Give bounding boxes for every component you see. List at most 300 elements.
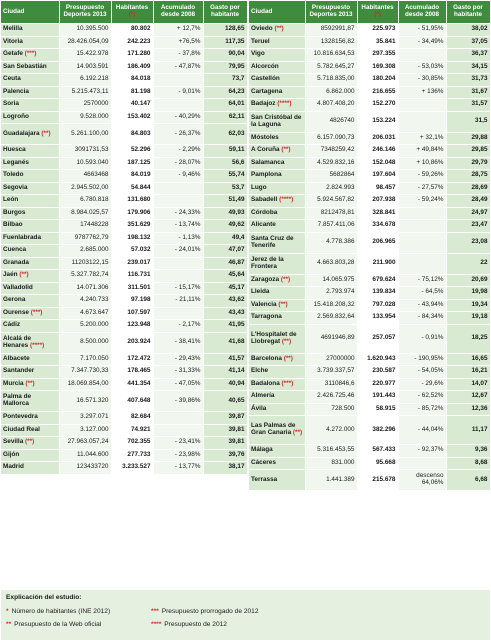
city-name: Alcorcón (251, 62, 279, 70)
city-name: San Sebastián (3, 62, 47, 70)
header-inhabitants-marker: (*) (128, 11, 136, 18)
city-footnote-marker: (****) (30, 341, 45, 349)
budget-cell: 5.316.453,55 (305, 445, 357, 458)
inhabitants-cell: 334.678 (357, 220, 398, 233)
budget-cell: 16.571.320 (59, 391, 111, 412)
legend-marker: **** (151, 621, 162, 628)
city-cell (249, 99, 305, 112)
accumulated-cell: - 13,74% (153, 220, 203, 233)
inhabitants-cell: 107.597 (111, 307, 153, 320)
accumulated-cell: - 54,05% (398, 366, 446, 379)
city-name: Ciudad Real (3, 425, 40, 433)
spend-per-capita-cell: 29,85 (446, 145, 490, 158)
city-cell (1, 307, 59, 320)
city-cell (1, 282, 59, 295)
table-row (1, 74, 247, 87)
inhabitants-cell: 35.841 (357, 36, 398, 49)
city-footnote-marker: (**) (280, 275, 291, 283)
budget-cell: 15.418.208,32 (305, 299, 357, 312)
inhabitants-cell: 123.948 (111, 320, 153, 333)
budget-cell: 6.157.090,73 (305, 132, 357, 145)
city-name: Lugo (251, 183, 267, 191)
table-row (1, 295, 247, 308)
city-name: Jerez de la Frontera (251, 255, 284, 270)
city-cell (1, 124, 59, 145)
budget-cell: 3091731,53 (59, 145, 111, 158)
city-name: Ávila (251, 404, 267, 412)
legend-item (6, 608, 110, 615)
accumulated-cell (153, 74, 203, 87)
budget-cell: 2.793.974 (305, 287, 357, 300)
table-row (1, 449, 247, 462)
accumulated-cell (398, 232, 446, 253)
table-row (249, 111, 490, 132)
budget-cell: 8.500.000 (59, 332, 111, 353)
city-cell (1, 182, 59, 195)
inhabitants-cell: 52.296 (111, 145, 153, 158)
accumulated-cell: - 15,17% (153, 282, 203, 295)
table-row (249, 36, 490, 49)
table-row (249, 445, 490, 458)
inhabitants-cell: 133.954 (357, 312, 398, 325)
accumulated-cell: - 1,13% (153, 232, 203, 245)
city-name: Melilla (3, 25, 23, 33)
table-row (1, 332, 247, 353)
city-cell (1, 24, 59, 37)
spend-per-capita-cell: 38,02 (446, 24, 490, 37)
accumulated-cell: - 29,43% (153, 353, 203, 366)
spend-per-capita-cell: 12,36 (446, 403, 490, 416)
table-row (1, 49, 247, 62)
budget-cell: 4663468 (59, 170, 111, 183)
city-cell (249, 195, 305, 208)
budget-cell: 4826740 (305, 111, 357, 132)
table-row (249, 220, 490, 233)
inhabitants-cell: 206.031 (357, 132, 398, 145)
city-name: Teruel (251, 37, 270, 45)
accumulated-cell: - 37,8% (153, 49, 203, 62)
spend-per-capita-cell: 64,23 (203, 86, 247, 99)
legend-text: Número de habitantes (INE 2012) (11, 608, 111, 615)
city-name: Valencia (251, 300, 277, 308)
city-cell (249, 157, 305, 170)
inhabitants-cell: 277.733 (111, 449, 153, 462)
city-footnote-marker: (**) (19, 271, 29, 279)
city-cell (249, 61, 305, 74)
inhabitants-cell: 152.270 (357, 99, 398, 112)
spend-per-capita-cell: 16,21 (446, 366, 490, 379)
table-row (1, 320, 247, 333)
table-row (249, 312, 490, 325)
inhabitants-cell: 171.280 (111, 49, 153, 62)
spend-per-capita-cell: 34,15 (446, 61, 490, 74)
city-name: Terrassa (251, 475, 278, 483)
city-name: Salamanca (251, 158, 285, 166)
city-name: Toledo (3, 171, 24, 179)
table-row (1, 24, 247, 37)
spend-per-capita-cell: 56,6 (203, 157, 247, 170)
spend-per-capita-cell: 19,18 (446, 312, 490, 325)
inhabitants-cell: 57.032 (111, 245, 153, 258)
city-name: Alicante (251, 221, 276, 229)
city-cell (249, 24, 305, 37)
inhabitants-cell: 187.125 (111, 157, 153, 170)
city-cell (1, 270, 59, 283)
inhabitants-cell: 172.472 (111, 353, 153, 366)
inhabitants-cell: 40.147 (111, 99, 153, 112)
city-cell (1, 111, 59, 124)
budget-cell: 4.240.733 (59, 295, 111, 308)
city-cell (249, 378, 305, 391)
spend-per-capita-cell: 43,62 (203, 295, 247, 308)
table-row (1, 111, 247, 124)
accumulated-cell (398, 111, 446, 132)
city-name: Lleida (251, 288, 270, 296)
spend-per-capita-cell: 40,65 (203, 391, 247, 412)
budget-cell: 8592991,87 (305, 24, 357, 37)
table-row (249, 170, 490, 183)
table-row (249, 378, 490, 391)
spend-per-capita-cell: 37,05 (446, 36, 490, 49)
city-cell (249, 74, 305, 87)
inhabitants-cell: 82.684 (111, 412, 153, 425)
budget-cell: 4.778.386 (305, 232, 357, 253)
budget-cell: 18.069.854,00 (59, 378, 111, 391)
spend-per-capita-cell: 11,17 (446, 416, 490, 445)
city-cell (249, 312, 305, 325)
spend-per-capita-cell: 28,49 (446, 195, 490, 208)
table-row (1, 195, 247, 208)
table-row (249, 157, 490, 170)
city-name: Ceuta (3, 75, 21, 83)
city-footnote-marker: (**) (25, 438, 35, 446)
city-cell (1, 36, 59, 49)
spend-per-capita-cell: 14,07 (446, 378, 490, 391)
accumulated-cell: - 2,17% (153, 320, 203, 333)
budget-cell: 7.170.050 (59, 353, 111, 366)
spend-per-capita-cell: 38,17 (203, 462, 247, 475)
accumulated-cell (398, 207, 446, 220)
budget-cell: 4691946,89 (305, 324, 357, 353)
spend-per-capita-cell: 64,01 (203, 99, 247, 112)
legend-item (151, 608, 258, 615)
inhabitants-cell: 328.841 (357, 207, 398, 220)
legend-text: Presupuesto de 2012 (164, 621, 227, 628)
city-cell (1, 353, 59, 366)
city-name: Segovia (3, 183, 28, 191)
table-row (1, 378, 247, 391)
spend-per-capita-cell: 31,57 (446, 99, 490, 112)
spend-per-capita-cell: 43,43 (203, 307, 247, 320)
city-cell (1, 86, 59, 99)
city-name: Cáceres (251, 458, 276, 466)
inhabitants-cell: 215.678 (357, 470, 398, 491)
accumulated-cell (398, 253, 446, 274)
accumulated-cell: - 51,95% (398, 24, 446, 37)
inhabitants-cell: 197.604 (357, 170, 398, 183)
budget-cell: 5.327.782,74 (59, 270, 111, 283)
inhabitants-cell: 179.906 (111, 207, 153, 220)
table-row (249, 353, 490, 366)
inhabitants-cell: 3.233.527 (111, 462, 153, 475)
inhabitants-cell: 191.443 (357, 391, 398, 404)
header-inhabitants-marker: (*) (374, 11, 381, 18)
city-cell (249, 232, 305, 253)
budget-cell: 6.192.218 (59, 74, 111, 87)
budget-cell: 9.528.000 (59, 111, 111, 124)
table-row (249, 274, 490, 287)
accumulated-cell (398, 220, 446, 233)
city-cell (1, 145, 59, 158)
spend-per-capita-cell: 47,07 (203, 245, 247, 258)
city-cell (1, 232, 59, 245)
city-cell (1, 366, 59, 379)
accumulated-cell (153, 99, 203, 112)
spend-per-capita-cell: 31,5 (446, 111, 490, 132)
budget-cell: 14.071.306 (59, 282, 111, 295)
city-name: Córdoba (251, 208, 278, 216)
city-name: Málaga (251, 446, 273, 454)
budget-cell: 4.663.803,28 (305, 253, 357, 274)
city-name: Madrid (3, 463, 24, 471)
inhabitants-cell: 246.146 (357, 145, 398, 158)
city-name: Murcia (3, 379, 24, 387)
spend-per-capita-cell: 79,95 (203, 61, 247, 74)
city-name: Huesca (3, 146, 26, 154)
spend-per-capita-cell: 18,25 (446, 324, 490, 353)
city-cell (1, 320, 59, 333)
accumulated-cell (398, 49, 446, 62)
city-name: Alcalá de Henares (3, 334, 32, 349)
legend-marker: *** (151, 608, 159, 615)
accumulated-cell: + 136% (398, 86, 446, 99)
table-row (249, 24, 490, 37)
inhabitants-cell: 180.204 (357, 74, 398, 87)
city-cell (249, 36, 305, 49)
city-name: Gijón (3, 450, 20, 458)
city-name: Sevilla (3, 438, 24, 446)
header-inhabitants-label: Habitantes (115, 4, 149, 12)
table-row (1, 157, 247, 170)
budget-cell: 5.200.000 (59, 320, 111, 333)
budget-cell: 3.739.337,57 (305, 366, 357, 379)
budget-cell: 4.673.647 (59, 307, 111, 320)
budget-cell: 5682864 (305, 170, 357, 183)
legend-item (151, 621, 227, 628)
budget-cell: 1328156,82 (305, 36, 357, 49)
spend-per-capita-cell: 19,98 (446, 287, 490, 300)
city-cell (1, 99, 59, 112)
spend-per-capita-cell: 41,57 (203, 353, 247, 366)
city-name: Barcelona (251, 354, 282, 362)
city-name: Las Palmas de Gran Canaria (251, 422, 296, 436)
city-cell (249, 299, 305, 312)
table-row (249, 457, 490, 470)
accumulated-cell: - 38,41% (153, 332, 203, 353)
accumulated-cell: - 84,34% (398, 312, 446, 325)
accumulated-cell: - 28,07% (153, 157, 203, 170)
budget-cell: 5.782.645,27 (305, 61, 357, 74)
city-cell (249, 132, 305, 145)
city-name: Leganés (3, 158, 29, 166)
city-footnote-marker: (**) (274, 25, 284, 33)
accumulated-cell: - 23,98% (153, 449, 203, 462)
accumulated-cell: - 43,94% (398, 299, 446, 312)
city-name: Castellón (251, 75, 280, 83)
accumulated-cell: - 44,04% (398, 416, 446, 445)
city-name: Burgos (3, 208, 26, 216)
city-cell (249, 403, 305, 416)
city-cell (249, 253, 305, 274)
spend-per-capita-cell: 22 (446, 253, 490, 274)
inhabitants-cell: 169.308 (357, 61, 398, 74)
city-name: L'Hospitalet de Llobregat (251, 330, 297, 345)
city-footnote-marker: (****) (279, 196, 294, 204)
accumulated-cell: + 12,7% (153, 24, 203, 37)
table-row (1, 86, 247, 99)
city-name: A Coruña (251, 146, 280, 154)
city-cell (1, 412, 59, 425)
accumulated-cell (153, 424, 203, 437)
table-row (1, 207, 247, 220)
accumulated-cell (398, 457, 446, 470)
table-row (249, 195, 490, 208)
city-name: León (3, 196, 19, 204)
spend-per-capita-cell: 28,69 (446, 182, 490, 195)
accumulated-cell: + 49,84% (398, 145, 446, 158)
city-name: Cádiz (3, 321, 21, 329)
accumulated-cell: - 47,87% (153, 61, 203, 74)
accumulated-cell: + 10,86% (398, 157, 446, 170)
header-spend: Gasto por habitante (203, 1, 247, 24)
spend-per-capita-cell: 9,36 (446, 445, 490, 458)
inhabitants-cell: 54.844 (111, 182, 153, 195)
table-row (1, 424, 247, 437)
spend-per-capita-cell: 41,68 (203, 332, 247, 353)
budget-cell: 8.984.025,57 (59, 207, 111, 220)
city-name: Gerona (3, 296, 26, 304)
accumulated-cell: + 32,1% (398, 132, 446, 145)
inhabitants-cell: 239.017 (111, 257, 153, 270)
accumulated-cell: - 23,41% (153, 437, 203, 450)
budget-cell: 14.065.975 (305, 274, 357, 287)
budget-cell: 2.945.502,00 (59, 182, 111, 195)
city-cell (249, 353, 305, 366)
inhabitants-cell: 98.457 (357, 182, 398, 195)
spend-per-capita-cell: 53,7 (203, 182, 247, 195)
inhabitants-cell: 74.921 (111, 424, 153, 437)
accumulated-cell (398, 99, 446, 112)
budget-cell: 10.816.634,53 (305, 49, 357, 62)
budget-cell: 728.500 (305, 403, 357, 416)
spend-per-capita-cell: 39,81 (203, 437, 247, 450)
accumulated-cell: - 59,26% (398, 170, 446, 183)
budget-cell: 7.347.730,33 (59, 366, 111, 379)
city-cell (249, 457, 305, 470)
spend-per-capita-cell: 51,49 (203, 195, 247, 208)
city-footnote-marker: (**) (281, 146, 291, 154)
spend-per-capita-cell: 19,34 (446, 299, 490, 312)
inhabitants-cell: 257.057 (357, 324, 398, 353)
table-row (1, 257, 247, 270)
budget-cell: 4.529.832,16 (305, 157, 357, 170)
budget-cell: 10.395.500 (59, 24, 111, 37)
table-row (249, 99, 490, 112)
spend-per-capita-cell: 45,17 (203, 282, 247, 295)
city-footnote-marker: (**) (25, 379, 35, 387)
city-name: Albacete (3, 354, 30, 362)
city-name: Getafe (3, 50, 23, 58)
legend-marker: * (6, 608, 9, 615)
spend-per-capita-cell: 23,47 (446, 220, 490, 233)
inhabitants-cell: 216.655 (357, 86, 398, 99)
accumulated-cell (153, 182, 203, 195)
budget-cell: 2.685.000 (59, 245, 111, 258)
inhabitants-cell: 153.224 (357, 111, 398, 132)
city-footnote-marker: (**) (281, 337, 292, 345)
spend-per-capita-cell: 49,93 (203, 207, 247, 220)
table-row (249, 61, 490, 74)
accumulated-cell: - 9,46% (153, 170, 203, 183)
accumulated-cell: - 0,91% (398, 324, 446, 353)
city-cell (249, 170, 305, 183)
table-row (249, 416, 490, 445)
table-row (1, 145, 247, 158)
budget-cell: 4.807.408,20 (305, 99, 357, 112)
legend-text: Presupuesto de la Web oficial (14, 621, 102, 628)
budget-cell: 14.903.591 (59, 61, 111, 74)
spend-per-capita-cell: 49,62 (203, 220, 247, 233)
city-footnote-marker: (**) (283, 354, 293, 362)
city-name: Zaragoza (251, 275, 280, 283)
city-cell (249, 86, 305, 99)
table-row (249, 403, 490, 416)
table-row (1, 220, 247, 233)
inhabitants-cell: 220.977 (357, 378, 398, 391)
table-row (1, 170, 247, 183)
inhabitants-cell: 198.132 (111, 232, 153, 245)
header-city: Ciudad (249, 1, 305, 24)
accumulated-cell (153, 257, 203, 270)
city-name: Guadalajara (3, 129, 40, 137)
accumulated-cell: - 26,37% (153, 124, 203, 145)
inhabitants-cell: 203.924 (111, 332, 153, 353)
inhabitants-cell: 567.433 (357, 445, 398, 458)
inhabitants-cell: 207.938 (357, 195, 398, 208)
city-name: Badajoz (251, 100, 276, 108)
inhabitants-cell: 84.803 (111, 124, 153, 145)
spend-per-capita-cell: 23,08 (446, 232, 490, 253)
city-cell (1, 332, 59, 353)
inhabitants-cell: 441.354 (111, 378, 153, 391)
accumulated-cell: - 31,33% (153, 366, 203, 379)
city-cell (1, 61, 59, 74)
accumulated-cell: - 64,5% (398, 287, 446, 300)
budget-cell: 17448228 (59, 220, 111, 233)
city-name: Vitoria (3, 37, 23, 45)
accumulated-cell: - 30,85% (398, 74, 446, 87)
accumulated-cell (153, 412, 203, 425)
right-header-row (249, 1, 490, 24)
accumulated-cell (153, 195, 203, 208)
city-cell (249, 220, 305, 233)
header-spend: Gasto por habitante (446, 1, 490, 24)
accumulated-cell: - 2,29% (153, 145, 203, 158)
left-table (1, 1, 248, 475)
accumulated-cell: - 59,24% (398, 195, 446, 208)
inhabitants-cell: 230.587 (357, 366, 398, 379)
header-inhabitants (111, 1, 153, 24)
